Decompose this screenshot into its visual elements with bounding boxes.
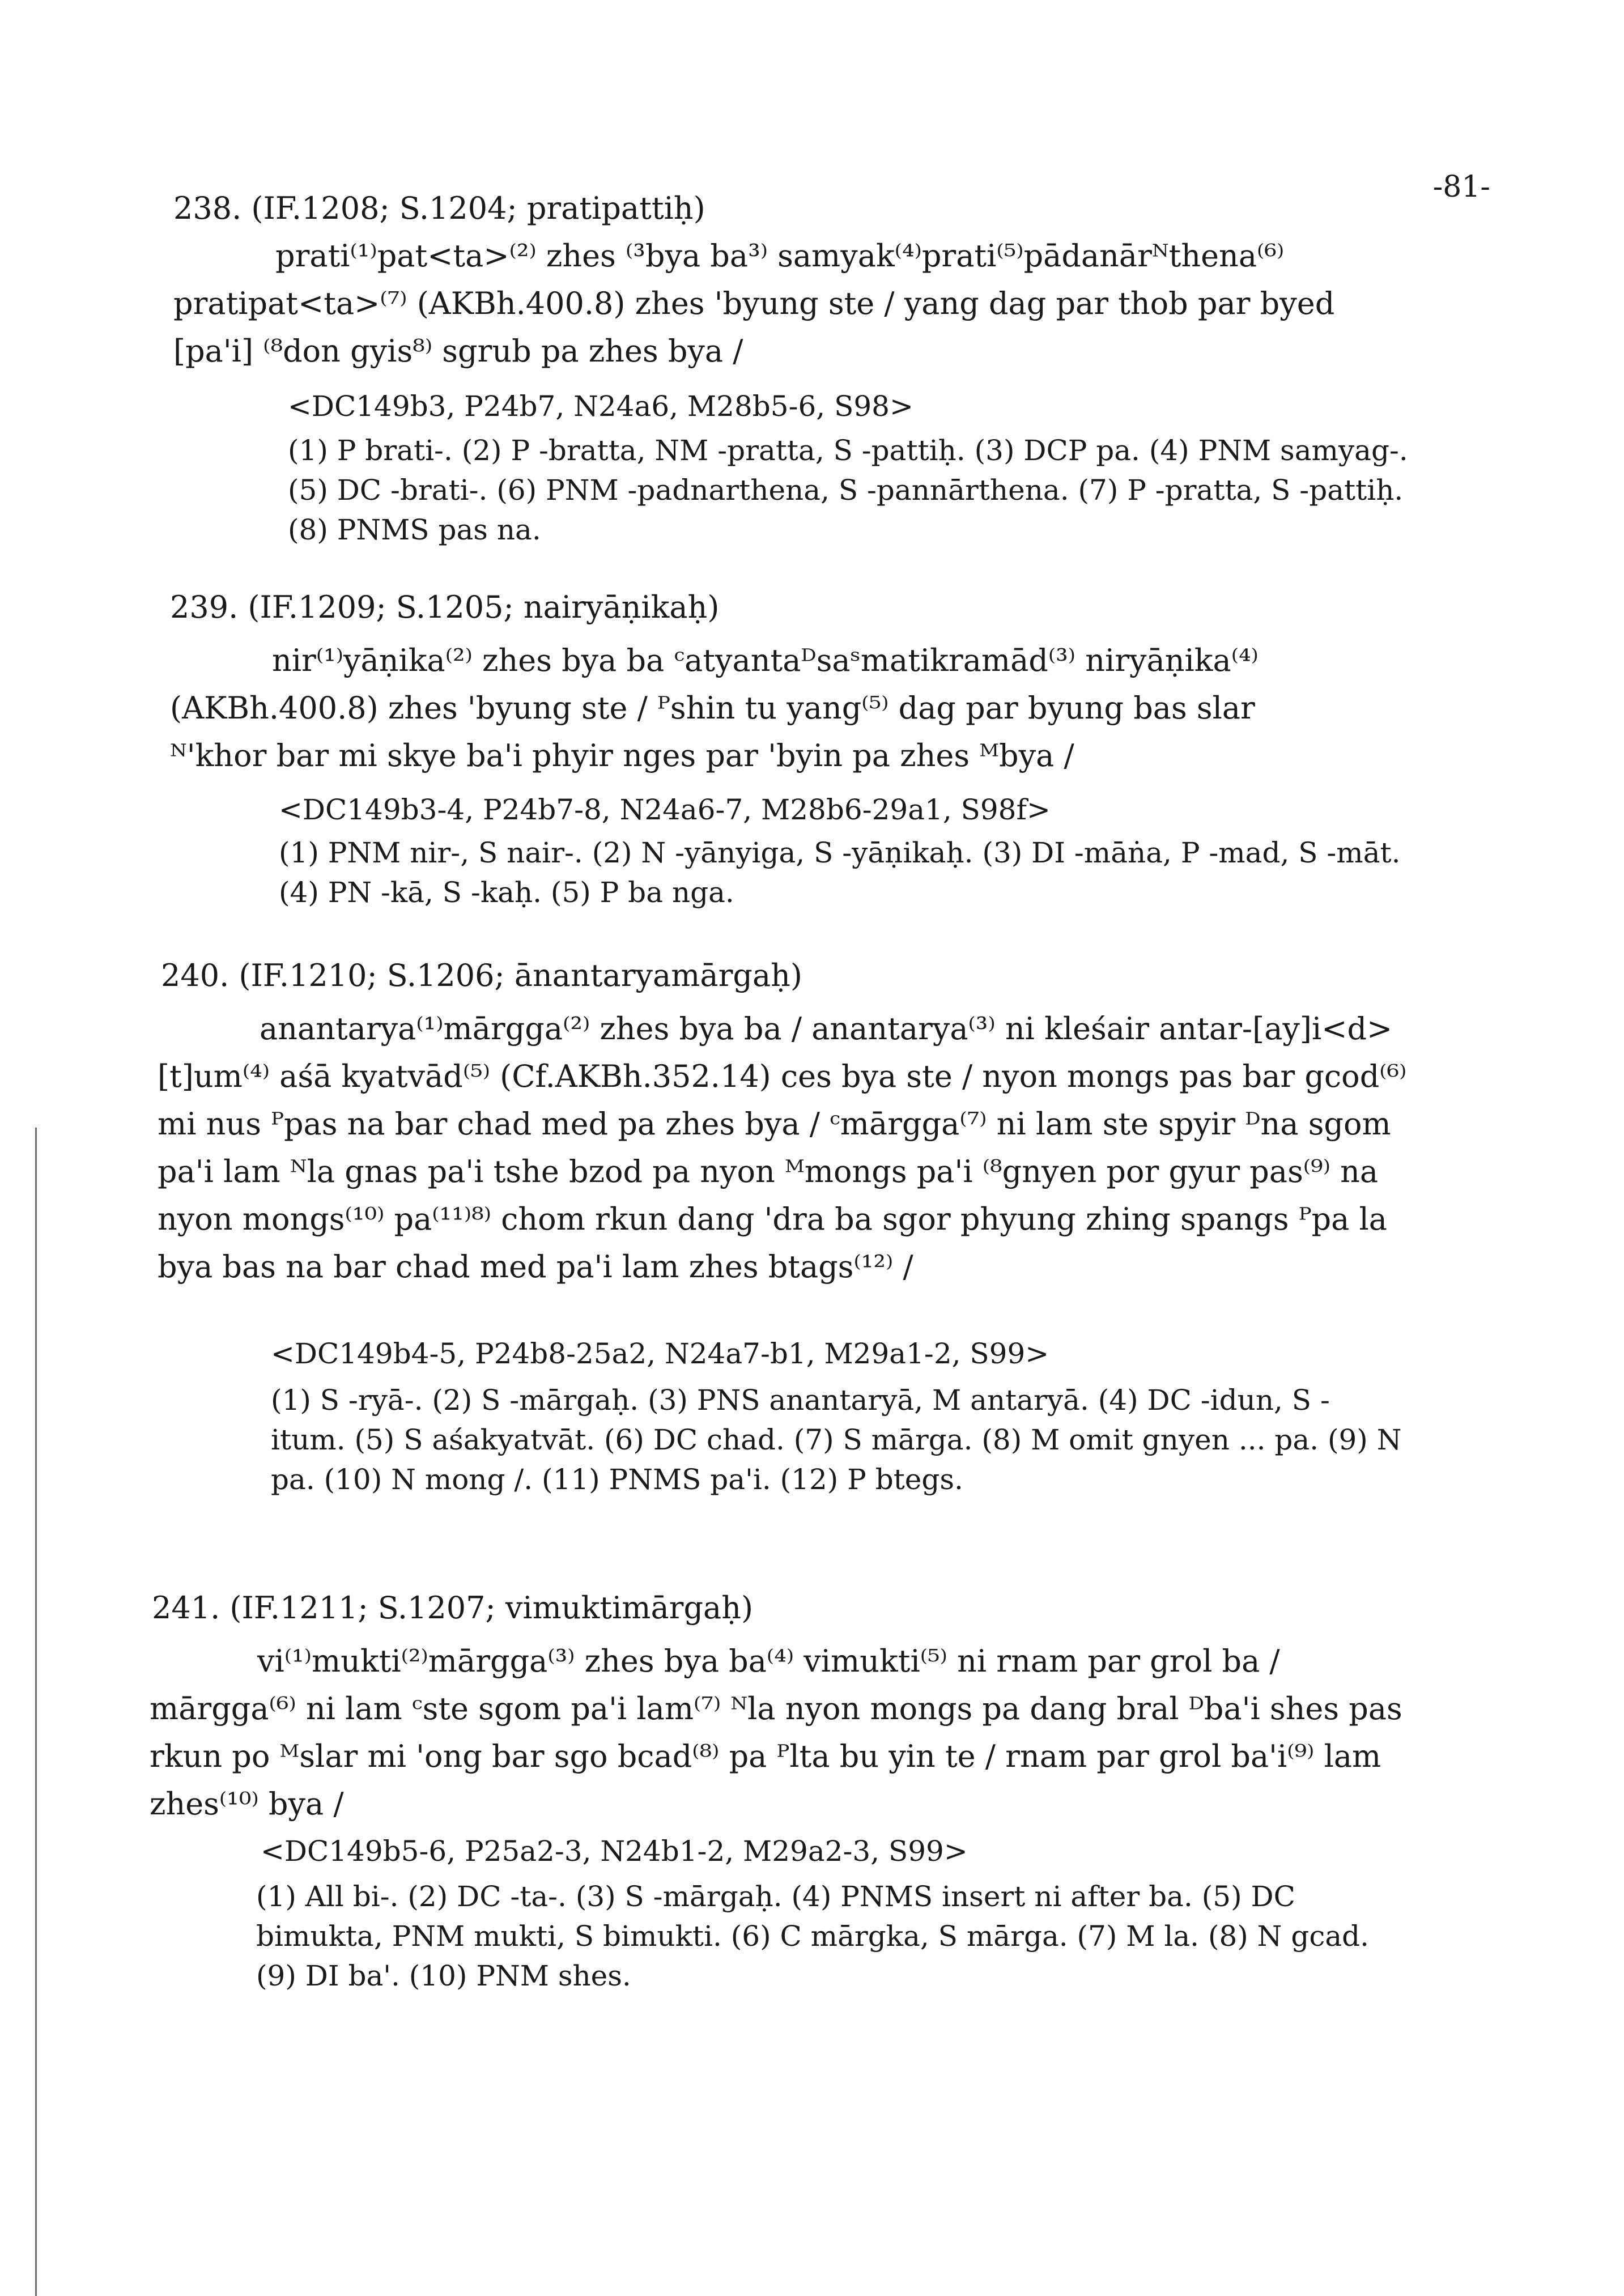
- entry-heading: 239. (IF.1209; S.1205; nairyāṇikaḥ): [170, 589, 720, 625]
- variant-notes: (1) All bi-. (2) DC -ta-. (3) S -mārgaḥ. (4) PNMS insert ni after ba. (5) DC bimukta, PNM mukti, S bimukti. (6) C mārgka, S mārga. (7) M la. (8) N gcad. (9) DI ba'. (10) PNM shes.: [256, 1880, 1370, 1992]
- variant-notes: (1) S -ryā-. (2) S -mārgaḥ. (3) PNS anantaryā, M antaryā. (4) DC -idun, S -itum. (5) S aśakyatvāt. (6) DC chad. (7) S mārga. (8) M omit gnyen ... pa. (9) N pa. (10) N mong /. (11) PNMS pa'i. (12) P btegs.: [271, 1384, 1402, 1496]
- entry-heading: 240. (IF.1210; S.1206; ānantaryamārgaḥ): [161, 958, 802, 993]
- variant-notes: (1) P brati-. (2) P -bratta, NM -pratta, S -pattiḥ. (3) DCP pa. (4) PNM samyag-. (5) DC -brati-. (6) PNM -padnarthena, S -pannārthena. (7) P -pratta, S -pattiḥ. (8) PNMS pas na.: [288, 434, 1408, 546]
- source-references: <DC149b5-6, P25a2-3, N24b1-2, M29a2-3, S99>: [261, 1835, 968, 1868]
- entry-text: nir⁽¹⁾yāṇika⁽²⁾ zhes bya ba ᶜatyantaᴰsaˢmatikramād⁽³⁾ niryāṇika⁽⁴⁾ (AKBh.400.8) zhes 'byung ste / ᴾshin tu yang⁽⁵⁾ dag par byung bas slar ᴺ'khor bar mi skye ba'i phyir nges par 'byin pa zhes ᴹbya /: [170, 643, 1259, 773]
- page-number: -81-: [1432, 170, 1490, 204]
- source-references: <DC149b3, P24b7, N24a6, M28b5-6, S98>: [288, 390, 913, 423]
- source-references: <DC149b4-5, P24b8-25a2, N24a7-b1, M29a1-2, S99>: [271, 1337, 1049, 1370]
- entry-text: anantarya⁽¹⁾mārgga⁽²⁾ zhes bya ba / anantarya⁽³⁾ ni kleśair antar-[ay]i<d>[t]um⁽⁴⁾ aśā kyatvād⁽⁵⁾ (Cf.AKBh.352.14) ces bya ste / nyon mongs pas bar gcod⁽⁶⁾ mi nus ᴾpas na bar chad med pa zhes bya / ᶜmārgga⁽⁷⁾ ni lam ste spyir ᴰna sgom pa'i lam ᴺla gnas pa'i tshe bzod pa nyon ᴹmongs pa'i ⁽⁸gnyen por gyur pas⁽⁹⁾ na nyon mongs⁽¹⁰⁾ pa⁽¹¹⁾⁸⁾ chom rkun dang 'dra ba sgor phyung zhing spangs ᴾpa la bya bas na bar chad med pa'i lam zhes btags⁽¹²⁾ /: [158, 1011, 1407, 1285]
- margin-rule: [35, 1128, 37, 2296]
- entry-heading: 241. (IF.1211; S.1207; vimuktimārgaḥ): [152, 1590, 754, 1626]
- entry-heading: 238. (IF.1208; S.1204; pratipattiḥ): [173, 190, 705, 226]
- entry-text: vi⁽¹⁾mukti⁽²⁾mārgga⁽³⁾ zhes bya ba⁽⁴⁾ vimukti⁽⁵⁾ ni rnam par grol ba / mārgga⁽⁶⁾ ni lam ᶜste sgom pa'i lam⁽⁷⁾ ᴺla nyon mongs pa dang bral ᴰba'i shes pas rkun po ᴹslar mi 'ong bar sgo bcad⁽⁸⁾ pa ᴾlta bu yin te / rnam par grol ba'i⁽⁹⁾ lam zhes⁽¹⁰⁾ bya /: [150, 1643, 1402, 1822]
- variant-notes: (1) PNM nir-, S nair-. (2) N -yānyiga, S -yāṇikaḥ. (3) DI -māṅa, P -mad, S -māt. (4) PN -kā, S -kaḥ. (5) P ba nga.: [279, 836, 1401, 909]
- source-references: <DC149b3-4, P24b7-8, N24a6-7, M28b6-29a1, S98f>: [279, 793, 1051, 826]
- entry-text: prati⁽¹⁾pat<ta>⁽²⁾ zhes ⁽³bya ba³⁾ samyak⁽⁴⁾prati⁽⁵⁾pādanārᴺthena⁽⁶⁾ pratipat<ta>⁽⁷⁾ (AKBh.400.8) zhes 'byung ste / yang dag par thob par byed [pa'i] ⁽⁸don gyis⁸⁾ sgrub pa zhes bya /: [173, 238, 1335, 369]
